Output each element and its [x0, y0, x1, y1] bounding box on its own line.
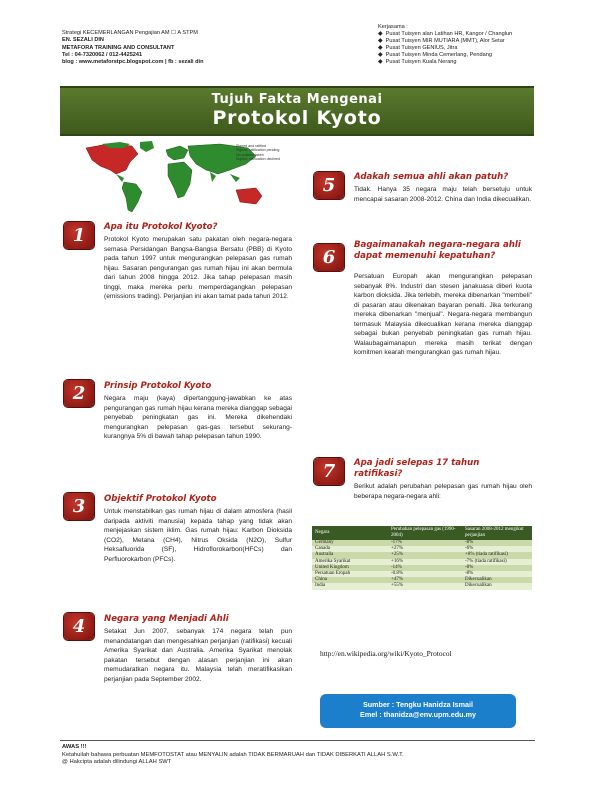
- header-line: Strategi KECEMERLANGAN Pengajian AM ☐ A STPM: [62, 30, 198, 36]
- section-title-6: Bagaimanakah negara-negara ahli dapat memenuhi kepatuhan?: [354, 240, 521, 261]
- section-body-1: Protokol Kyoto merupakan satu pakatan oleh negara-negara semasa Persidangan Bangsa-Bangsa Bersatu (PBB) di Kyoto pada tahun 1997 untuk mengurangkan pelepasan gas rumah hijau. Sasaran pengurangan gas rumah hijau ini akan bermula dari tahun 2008 hingga 2012. Jika tahap pelepasan masih tinggi, maka mereka perlu memperdagangkan pelepasan (emissions trading). Perjanjian ini akan tamat pada tahun 2012.: [104, 236, 292, 300]
- table-cell: -0.8%: [388, 571, 462, 577]
- header-line: EN. SEZALI DIN: [62, 37, 104, 44]
- source-email: Emel : thanidza@env.upm.edu.my: [360, 709, 476, 719]
- partner-item: ◆ Pusat Tuisyen MIR MUTIARA (MMT), Alor Setar: [378, 38, 588, 45]
- emissions-table: [312, 526, 532, 590]
- header-line: Tel : 04-7320062 / 012-4425241: [62, 51, 143, 58]
- table-cell: Dikecualikan: [462, 583, 532, 589]
- section-body-4: Setakat Jun 2007, sebanyak 174 negara telah pun menandatangan dan mengesahkan perjanjian (ratifikasi) kecuali Amerika Syarikat dan Australia. Amerika Syarikat menolak pakatan tersebut dengan alasan perjanjian ini akan memudaratkan negara itu. Malaysia telah meratifikasikan perjanjian pada September 2002.: [104, 628, 292, 683]
- table-cell: United Kingdom: [312, 565, 388, 571]
- map-legend: [236, 144, 292, 162]
- section-number-5: 5: [314, 172, 344, 199]
- table-cell: Australia: [312, 552, 388, 558]
- table-cell: India: [312, 583, 388, 589]
- footer-warning: [62, 744, 542, 767]
- table-cell: -8%: [462, 571, 532, 577]
- table-cell: -14%: [388, 565, 462, 571]
- table-row: [312, 583, 532, 589]
- legend-item: Signed, ratification pending: [236, 148, 280, 153]
- section-number-2: 2: [64, 380, 94, 407]
- table-cell: -6%: [462, 546, 532, 552]
- copyright-text: @ Hakcipta adalah dilindungi ALLAH SWT: [62, 759, 172, 766]
- section-title-5: Adakah semua ahli akan patuh?: [354, 172, 509, 182]
- source-url: http://en.wikipedia.org/wiki/Kyoto_Protocol: [320, 649, 452, 658]
- table-header-cell: Perubahan pelepasan gas (1990-2004): [388, 526, 462, 540]
- header-line: METAFORA TRAINING AND CONSULTANT: [62, 44, 175, 51]
- table-cell: +25%: [388, 552, 462, 558]
- section-body-3: Untuk menstabilkan gas rumah hijau di dalam atmosfera (hasil daripada aktiviti manusia) kepada tahap yang tidak akan menjejaskan sistem iklim. Gas rumah hijau: Karbon Dioksida (CO2), Metana (CH4), Nitrus Oksida (N2O), Sulfur Heksafluorida (SF), Hidroflorokarbon(HFCs) dan Perfluorokarbon (PFCs).: [104, 508, 292, 563]
- partner-item: ◆ Pusat Tuisyen GENIUS, Jitra: [378, 45, 588, 52]
- section-body-2: Negara maju (kaya) dipertanggung-jawabkan ke atas pengurangan gas rumah hijau kerana mereka dianggap sebagai penyebab peningkatan gas ini. Mereka dikehendaki mengurangkan pelepasan gas-gas tersebut sekurang-kurangnya 5% di bawah tahap pelepasan tahun 1990.: [104, 395, 292, 440]
- table-header-cell: Sasaran 2008-2012 mengikut perjanjian: [462, 526, 532, 540]
- section-title-3: Objektif Protokol Kyoto: [104, 494, 217, 504]
- table-cell: Germany: [312, 540, 388, 546]
- legend-item: No position taken: [236, 152, 264, 157]
- table-header-cell: Negara: [312, 526, 388, 540]
- section-number-3: 3: [64, 493, 94, 520]
- section-body-5: Tidak. Hanya 35 negara maju telah bersetuju untuk mencapai sasaran 2008-2012. China dan India dikecualikan.: [354, 186, 532, 203]
- table-cell: Canada: [312, 546, 388, 552]
- table-cell: +16%: [388, 559, 462, 565]
- table-cell: -8%: [462, 565, 532, 571]
- table-cell: Dikecualikan: [462, 577, 532, 583]
- section-title-2: Prinsip Protokol Kyoto: [104, 381, 212, 391]
- table-cell: Persatuan Eropah: [312, 571, 388, 577]
- section-title-4: Negara yang Menjadi Ahli: [104, 614, 229, 624]
- section-number-6: 6: [314, 244, 344, 271]
- footer-divider: [60, 740, 535, 741]
- section-title-1: Apa itu Protokol Kyoto?: [104, 222, 218, 232]
- banner-title: Protokol Kyoto: [212, 107, 382, 129]
- header-line: blog : www.metaforstpc.blogspot.com | fb : sezali din: [62, 59, 204, 66]
- table-cell: +55%: [388, 583, 462, 589]
- section-number-1: 1: [64, 222, 94, 249]
- section-body-7: Berikut adalah perubahan pelepasan gas rumah hijau oleh beberapa negara-negara ahli:: [354, 483, 532, 500]
- table-cell: Amerika Syarikat: [312, 559, 388, 565]
- table-cell: -8%: [462, 540, 532, 546]
- warning-text: Ketahuilah bahawa perbuatan MEMFOTOSTAT atau MENYALIN adalah TIDAK BERMARUAH dan TIDAK DIBERKATI ALLAH S.W.T.: [62, 751, 404, 758]
- table-cell: +47%: [388, 577, 462, 583]
- partners-title: Kerjasama :: [378, 24, 408, 30]
- partner-item: ◆ Pusat Tuisyen alan Latihan HR, Kangor / Changlun: [378, 31, 588, 38]
- table-cell: +8% (tiada ratifikasi): [462, 552, 532, 558]
- section-number-4: 4: [64, 613, 94, 640]
- partner-item: ◆ Pusat Tuisyen Minda Cemerlang, Pendang: [378, 52, 588, 59]
- header-contact: [62, 30, 322, 66]
- warning-title: AWAS !!!: [62, 744, 87, 750]
- legend-item: Signed, ratification declined: [236, 157, 280, 162]
- section-body-6: Persatuan Europah akan mengurangkan pelepasan sebanyak 8%. Industri dan stesen janakuasa diberi kuota karbon dioksida. Jika terlebih, mereka dibenarkan "membeli" di pasaran atau dikenakan bayaran penalti. Jika terkurang mereka dibenarkan "menjual". Negara-negara membangun termasuk Malaysia dikecualikan kerana mereka dianggap sebagai bukan penyebab peningkatan gas rumah hijau. Walaubagaimanapun mereka masih terikat dengan komitmen kearah mengurangkan gas rumah hijau.: [354, 273, 532, 356]
- table-cell: +27%: [388, 546, 462, 552]
- table-cell: -17%: [388, 540, 462, 546]
- partner-item: ◆ Pusat Tuisyen Kuala Nerang: [378, 59, 588, 66]
- table-cell: China: [312, 577, 388, 583]
- section-title-7: Apa jadi selepas 17 tahun ratifikasi?: [354, 458, 480, 479]
- source-box: [320, 694, 516, 728]
- legend-item: Signed and ratified: [236, 144, 266, 148]
- header-partners: [378, 24, 588, 67]
- table-header-row: [312, 526, 532, 540]
- title-banner: [60, 86, 534, 136]
- source-author: Sumber : Tengku Hanidza Ismail: [362, 700, 474, 709]
- section-number-7: 7: [314, 458, 344, 485]
- table-cell: -7% (tiada ratifikasi): [462, 559, 532, 565]
- banner-subtitle: Tujuh Fakta Mengenai: [211, 92, 383, 107]
